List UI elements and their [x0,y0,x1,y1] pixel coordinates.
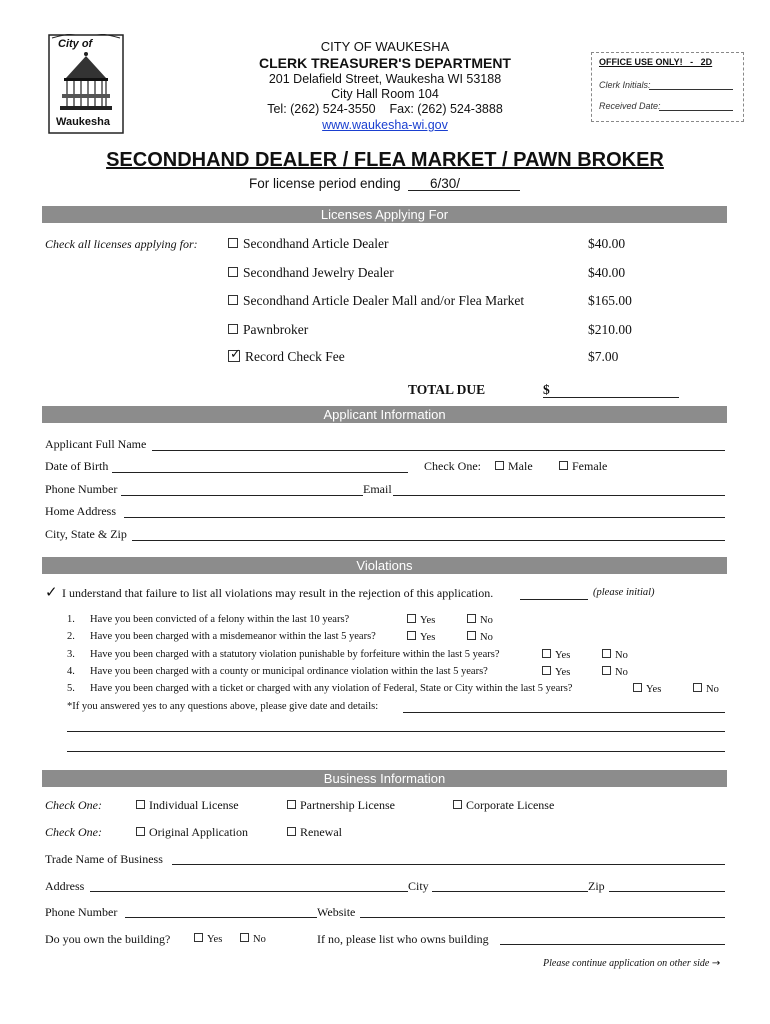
renewal-option[interactable] [287,825,342,840]
owner-label: If no, please list who owns building [317,932,489,946]
period-label: For license period ending [249,176,401,191]
city-state-zip-field[interactable] [132,540,725,541]
female-option[interactable] [559,459,607,474]
header-phone: Tel: (262) 524-3550 Fax: (262) 524-3888 [267,102,503,116]
checkbox[interactable] [542,649,551,658]
yes-label: Yes [420,615,436,626]
no-label: No [615,667,628,678]
no-label: No [706,684,719,695]
application-type-label: Check One: [45,825,102,839]
partnership-option[interactable] [287,798,395,813]
corporate-option[interactable] [453,798,554,813]
yes-label: Yes [207,934,223,945]
checkbox[interactable] [602,649,611,658]
checkbox[interactable] [228,295,238,305]
checkbox[interactable] [602,666,611,675]
question-text: Have you been convicted of a felony within the last 10 years? [90,614,350,625]
question-text: Have you been charged with a ticket or charged with any violation of Federal, State or City within the last 5 years? [90,683,573,694]
full-name-field[interactable] [152,450,725,451]
home-address-field[interactable] [124,517,725,518]
business-type-label: Check One: [45,798,102,812]
office-use-title: OFFICE USE ONLY! - 2D [599,57,713,67]
checkbox[interactable] [693,683,702,692]
checkbox[interactable] [287,800,296,809]
business-city-label: City [408,879,429,893]
question-number: 1. [67,614,75,625]
header-room: City Hall Room 104 [331,87,439,101]
yes-label: Yes [555,650,571,661]
arrow-right-icon: → [711,958,721,969]
license-label: Record Check Fee [245,349,345,364]
details-field[interactable] [67,731,725,732]
clerk-initials-label: Clerk Initials: [599,80,651,90]
yes-option[interactable] [407,614,435,626]
corporate-label: Corporate License [466,798,555,812]
footer-text: Please continue application on other side [543,958,710,969]
city-state-zip-label: City, State & Zip [45,527,127,541]
question-number: 3. [67,649,75,660]
yes-label: Yes [555,667,571,678]
checkbox[interactable] [467,631,476,640]
license-label: Secondhand Article Dealer Mall and/or Flea Market [243,293,525,308]
license-label: Secondhand Jewelry Dealer [243,265,394,280]
home-address-label: Home Address [45,504,116,518]
details-label: *If you answered yes to any questions above, please give date and details: [67,701,379,712]
license-item[interactable] [228,265,394,281]
own-yes-option[interactable] [194,933,222,945]
checkbox[interactable] [407,614,416,623]
male-label: Male [508,459,533,473]
trade-name-label: Trade Name of Business [45,852,163,866]
checkbox[interactable] [228,267,238,277]
gender-check-label: Check One: [424,459,481,473]
understand-statement: I understand that failure to list all violations may result in the rejection of this application. [62,586,494,600]
email-field[interactable] [393,495,725,496]
phone-label: Phone Number [45,482,118,496]
license-item[interactable] [228,349,345,365]
no-option[interactable] [467,631,493,643]
email-label: Email [363,482,392,496]
original-label: Original Application [149,825,248,839]
checkbox[interactable] [228,324,238,334]
license-fee: $165.00 [588,293,632,308]
business-heading: Business Information [42,770,727,787]
period-value: 6/30/ [430,176,461,191]
license-label: Pawnbroker [243,322,309,337]
header-department: CLERK TREASURER'S DEPARTMENT [259,55,511,71]
yes-option[interactable] [542,649,570,661]
checkbox[interactable] [228,238,238,248]
yes-label: Yes [646,684,662,695]
received-date-field[interactable] [659,110,733,111]
no-label: No [480,615,493,626]
female-label: Female [572,459,608,473]
no-label: No [253,934,266,945]
renewal-label: Renewal [300,825,342,839]
violations-heading: Violations [42,557,727,574]
license-item[interactable] [228,236,388,252]
office-use-box [591,52,744,122]
partnership-label: Partnership License [300,798,395,812]
full-name-label: Applicant Full Name [45,437,147,451]
individual-label: Individual License [149,798,239,812]
checkbox[interactable] [407,631,416,640]
question-text: Have you been charged with a misdemeanor within the last 5 years? [90,631,376,642]
no-label: No [615,650,628,661]
business-city-field[interactable] [432,891,588,892]
no-option[interactable] [693,683,719,695]
website-link[interactable]: www.waukesha-wi.gov [322,118,448,132]
license-fee: $40.00 [588,236,626,251]
city-logo [48,34,124,134]
checked-checkbox[interactable] [228,350,240,362]
license-fee: $7.00 [588,349,619,364]
yes-option[interactable] [542,666,570,678]
license-fee: $40.00 [588,265,626,280]
male-option[interactable] [495,459,533,474]
question-text: Have you been charged with a county or municipal ordinance violation within the last 5 years? [90,666,488,677]
no-label: No [480,632,493,643]
business-phone-label: Phone Number [45,905,118,919]
licenses-heading: Licenses Applying For [42,206,727,223]
business-phone-field[interactable] [125,917,317,918]
header-city: CITY OF WAUKESHA [320,39,450,54]
individual-option[interactable] [136,798,239,813]
license-item[interactable] [228,293,524,309]
logo-bottom-text: Waukesha [56,116,111,128]
business-zip-field[interactable] [609,891,725,892]
checkbox[interactable] [136,800,145,809]
yes-option[interactable] [633,683,661,695]
form-title: SECONDHAND DEALER / FLEA MARKET / PAWN BROKER [106,149,664,171]
no-option[interactable] [602,649,628,661]
clerk-initials-field[interactable] [649,89,733,90]
logo-top-text: City of [58,38,93,50]
question-number: 5. [67,683,75,694]
checkbox[interactable] [240,933,249,942]
checkbox[interactable] [136,827,145,836]
initial-label: (please initial) [593,587,655,598]
phone-field[interactable] [121,495,363,496]
checkbox[interactable] [467,614,476,623]
checkbox[interactable] [495,461,504,470]
no-option[interactable] [602,666,628,678]
checkbox[interactable] [287,827,296,836]
total-due-field[interactable] [543,382,679,398]
check-mark-icon: ✓ [45,583,58,601]
dob-field[interactable] [112,472,408,473]
question-number: 4. [67,666,75,677]
period-field[interactable] [408,176,520,191]
total-due-symbol: $ [543,382,550,397]
footer-note [543,958,720,969]
yes-option[interactable] [407,631,435,643]
business-zip-label: Zip [588,879,605,893]
yes-label: Yes [420,632,436,643]
business-address-field[interactable] [90,891,408,892]
checkbox[interactable] [194,933,203,942]
original-option[interactable] [136,825,248,840]
licenses-instruction: Check all licenses applying for: [45,237,198,251]
question-number: 2. [67,631,75,642]
trade-name-field[interactable] [172,864,725,865]
own-building-label: Do you own the building? [45,932,171,946]
applicant-heading: Applicant Information [42,406,727,423]
total-due-label: TOTAL DUE [408,382,486,397]
no-option[interactable] [467,614,493,626]
own-no-option[interactable] [240,933,266,945]
question-text: Have you been charged with a statutory violation punishable by forfeiture within the last 5 years? [90,649,500,660]
checkbox[interactable] [453,800,462,809]
license-fee: $210.00 [588,322,632,337]
business-address-label: Address [45,879,85,893]
details-field[interactable] [67,751,725,752]
dob-label: Date of Birth [45,459,109,473]
owner-field[interactable] [500,944,725,945]
initial-field[interactable] [520,599,588,600]
header-address: 201 Delafield Street, Waukesha WI 53188 [268,72,502,86]
checkbox[interactable] [542,666,551,675]
business-website-field[interactable] [360,917,725,918]
license-item[interactable] [228,322,308,338]
business-website-label: Website [317,905,356,919]
checkbox[interactable] [559,461,568,470]
checkbox[interactable] [633,683,642,692]
received-date-label: Received Date: [599,101,661,111]
license-label: Secondhand Article Dealer [243,236,389,251]
details-field[interactable] [403,712,725,713]
